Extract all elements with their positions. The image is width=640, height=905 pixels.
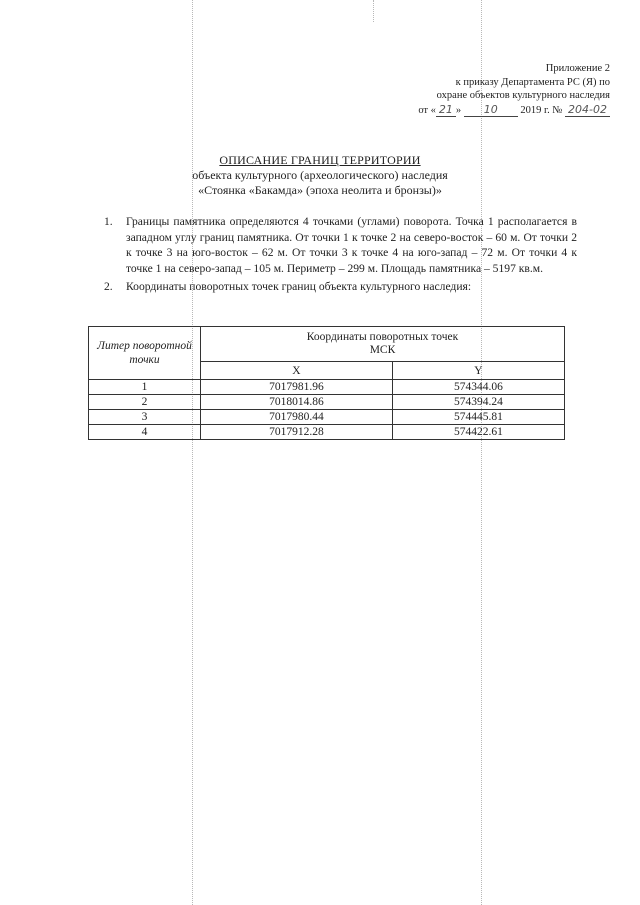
cell-point-id: 3 [89, 410, 201, 425]
date-prefix: от « [418, 104, 436, 116]
description-list [104, 214, 577, 298]
handwritten-order-number: 204-02 [565, 103, 610, 118]
cell-y: 574344.06 [392, 380, 564, 395]
cell-x: 7017981.96 [201, 380, 393, 395]
col-header-coordinates-title: Координаты поворотных точек [306, 331, 459, 343]
title-main: ОПИСАНИЕ ГРАНИЦ ТЕРРИТОРИИ [219, 153, 421, 167]
col-header-y: Y [392, 362, 564, 380]
fold-line-right [481, 0, 482, 905]
col-header-point: Литер поворотной точки [89, 327, 201, 380]
cell-y: 574422.61 [392, 425, 564, 440]
table-row [89, 410, 565, 425]
cell-x: 7017912.28 [201, 425, 393, 440]
cell-y: 574445.81 [392, 410, 564, 425]
order-reference: к приказу Департамента РС (Я) по [455, 76, 610, 88]
table-row [89, 425, 565, 440]
appendix-number: Приложение 2 [545, 63, 610, 74]
col-header-system: МСК [369, 344, 396, 356]
list-item-number: 1. [104, 215, 113, 228]
list-item [104, 279, 577, 295]
cell-point-id: 4 [89, 425, 201, 440]
table-row [89, 395, 565, 410]
handwritten-month: 10 [464, 103, 518, 118]
list-item-text: Границы памятника определяются 4 точками (углами) поворота. Точка 1 располагается в западном углу границ памятника. От точки 1 к точке 2 на северо-восток – 60 м. От точки 2 к точке 3 на юго-восток – 62 м. От точки 3 к точке 4 на юго-запад – 72 м. От точки 4 к точке 1 на северо-запад – 105 м. Периметр – 299 м. Площадь памятника – 5197 кв.м. [126, 215, 577, 275]
title-object-type: объекта культурного (археологического) наследия [192, 168, 448, 182]
list-item-number: 2. [104, 280, 113, 293]
cell-x: 7017980.44 [201, 410, 393, 425]
date-separator: » [455, 104, 462, 116]
document-title [0, 153, 640, 198]
cell-point-id: 1 [89, 380, 201, 395]
table-header-row [89, 327, 565, 362]
table-row [89, 380, 565, 395]
list-item-text: Координаты поворотных точек границ объекта культурного наследия: [126, 280, 472, 293]
cell-point-id: 2 [89, 395, 201, 410]
department-name: охране объектов культурного наследия [436, 90, 610, 101]
col-header-coordinates [201, 327, 565, 362]
list-item [104, 214, 577, 276]
cell-y: 574394.24 [392, 395, 564, 410]
order-date-line [350, 103, 610, 118]
order-year: 2019 г. № [520, 104, 563, 116]
col-header-x: X [201, 362, 393, 380]
coordinates-table [88, 326, 565, 440]
fold-mark-top [373, 0, 374, 22]
handwritten-day: 21 [436, 103, 456, 118]
title-object-name: «Стоянка «Бакамда» (эпоха неолита и бронзы)» [198, 183, 442, 197]
fold-line-left [192, 0, 193, 905]
appendix-header [350, 62, 610, 117]
cell-x: 7018014.86 [201, 395, 393, 410]
